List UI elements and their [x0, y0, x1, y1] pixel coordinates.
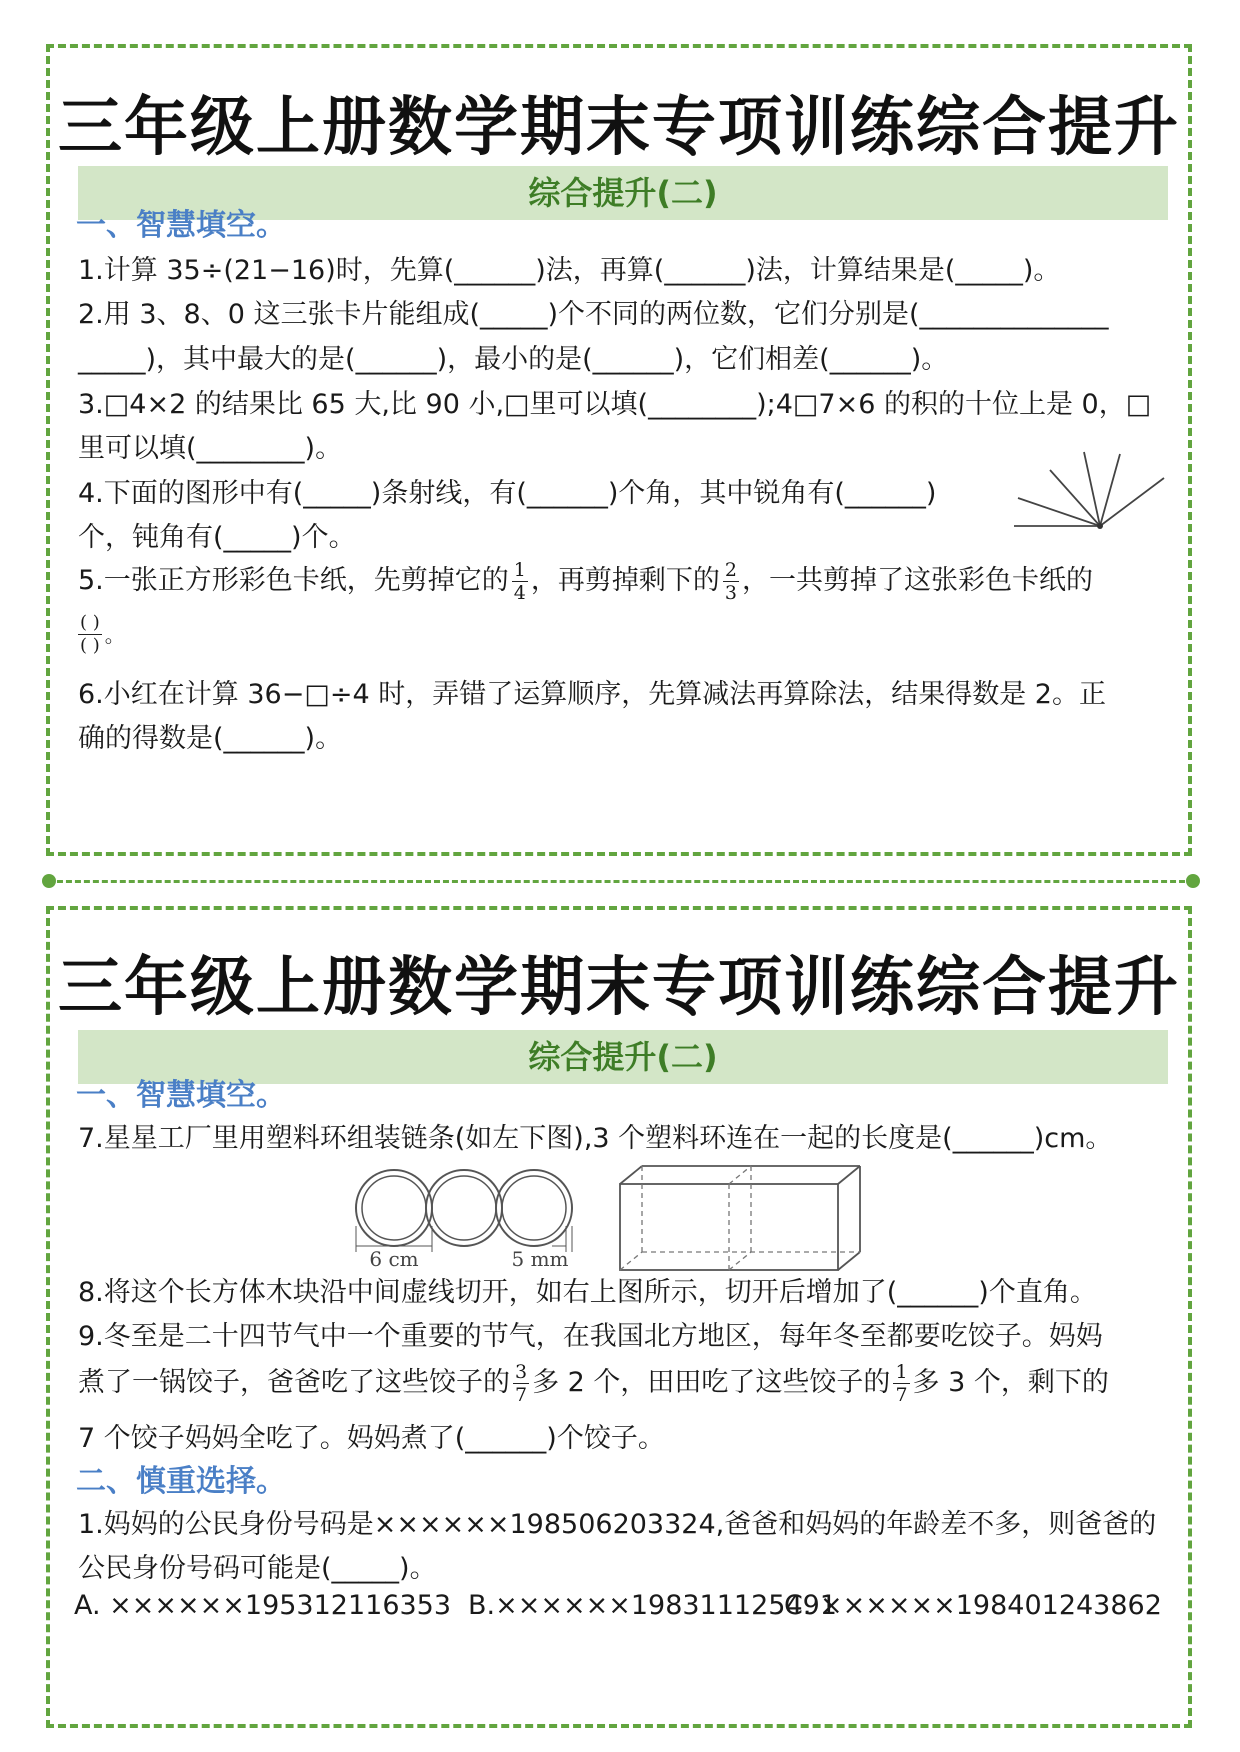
section-heading-2: 二、慎重选择。	[76, 1464, 286, 1499]
fraction-one-seventh	[893, 1361, 909, 1406]
q9-text-a: 煮了一锅饺子，爸爸吃了这些饺子的	[78, 1367, 510, 1398]
question-3-line-2: 里可以填(________)。	[78, 433, 343, 464]
fraction-two-thirds	[723, 559, 739, 604]
worksheet-card-1	[46, 44, 1192, 856]
option-b: B.××××××198311125491	[468, 1590, 837, 1621]
question-6-line-1: 6.小红在计算 36−□÷4 时，弄错了运算顺序，先算减法再算除法，结果得数是 2。正	[78, 679, 1106, 710]
choice-question-1-line-1: 1.妈妈的公民身份号码是××××××198506203324,爸爸和妈妈的年龄差不多，则爸爸的	[78, 1509, 1157, 1540]
question-6-line-2: 确的得数是(______)。	[78, 723, 343, 754]
question-9-line-1: 9.冬至是二十四节气中一个重要的节气，在我国北方地区，每年冬至都要吃饺子。妈妈	[78, 1321, 1103, 1352]
q5-text-c: ，一共剪掉了这张彩色卡纸的	[741, 565, 1093, 596]
q5-text-a: 5.一张正方形彩色卡纸，先剪掉它的	[78, 565, 509, 596]
section-band: 综合提升(二)	[78, 1030, 1168, 1084]
page-title: 三年级上册数学期末专项训练综合提升	[58, 951, 1180, 1025]
question-5-line-2	[78, 612, 1168, 657]
fraction-numerator: ( )	[80, 612, 100, 633]
chain-rings-figure	[352, 1166, 576, 1268]
section-heading: 一、智慧填空。	[76, 208, 286, 243]
card-divider	[48, 880, 1194, 883]
question-9-line-3: 7 个饺子妈妈全吃了。妈妈煮了(______)个饺子。	[78, 1423, 665, 1454]
q9-text-c: 多 3 个，剩下的	[912, 1367, 1109, 1398]
rays-figure	[1014, 448, 1184, 548]
page-title: 三年级上册数学期末专项训练综合提升	[58, 91, 1180, 165]
question-4-line-1: 4.下面的图形中有(_____)条射线，有(______)个角，其中锐角有(______)	[78, 478, 937, 509]
answer-fraction-blank	[78, 612, 102, 657]
fraction-denominator: 3	[724, 582, 737, 604]
fraction-denominator: ( )	[80, 635, 100, 656]
section-band: 综合提升(二)	[78, 166, 1168, 220]
ring-thickness-label: 5 mm	[511, 1247, 569, 1268]
divider-dot-left	[42, 874, 56, 888]
choice-question-1-line-2: 公民身份号码可能是(_____)。	[78, 1553, 437, 1584]
fraction-one-quarter	[512, 559, 528, 604]
question-7: 7.星星工厂里用塑料环组装链条(如左下图),3 个塑料环连在一起的长度是(______)cm。	[78, 1123, 1113, 1154]
fraction-denominator: 7	[895, 1384, 908, 1406]
question-2-line-1: 2.用 3、8、0 这三张卡片能组成(_____)个不同的两位数，它们分别是(______________	[78, 299, 1109, 330]
cuboid-figure	[616, 1162, 878, 1274]
section-heading: 一、智慧填空。	[76, 1078, 286, 1113]
fraction-numerator: 2	[724, 559, 737, 581]
option-a: A. ××××××195312116353	[74, 1590, 452, 1621]
question-5-line-1	[78, 558, 1168, 604]
option-c: C. ××××××198401243862	[784, 1590, 1162, 1621]
question-8: 8.将这个长方体木块沿中间虚线切开，如右上图所示，切开后增加了(______)个直角。	[78, 1277, 1097, 1308]
fraction-denominator: 4	[513, 582, 526, 604]
fraction-numerator: 1	[513, 559, 526, 581]
worksheet-card-2	[46, 906, 1192, 1728]
question-9-line-2	[78, 1360, 1168, 1406]
question-2-line-2: _____)，其中最大的是(______)，最小的是(______)，它们相差(______)。	[78, 344, 949, 375]
question-4-line-2: 个，钝角有(_____)个。	[78, 522, 356, 553]
question-1: 1.计算 35÷(21−16)时，先算(______)法，再算(______)法，计算结果是(_____)。	[78, 255, 1061, 286]
fraction-three-sevenths	[513, 1361, 529, 1406]
divider-dot-right	[1186, 874, 1200, 888]
fraction-numerator: 1	[895, 1361, 908, 1383]
fraction-denominator: 7	[515, 1384, 528, 1406]
q5-text-b: ，再剪掉剩下的	[530, 565, 720, 596]
q5-end: 。	[104, 623, 125, 647]
question-3-line-1: 3.□4×2 的结果比 65 大,比 90 小,□里可以填(________);4□7×6 的积的十位上是 0，□	[78, 389, 1152, 420]
q9-text-b: 多 2 个，田田吃了这些饺子的	[532, 1367, 891, 1398]
fraction-numerator: 3	[515, 1361, 528, 1383]
ring-diameter-label: 6 cm	[369, 1247, 419, 1268]
